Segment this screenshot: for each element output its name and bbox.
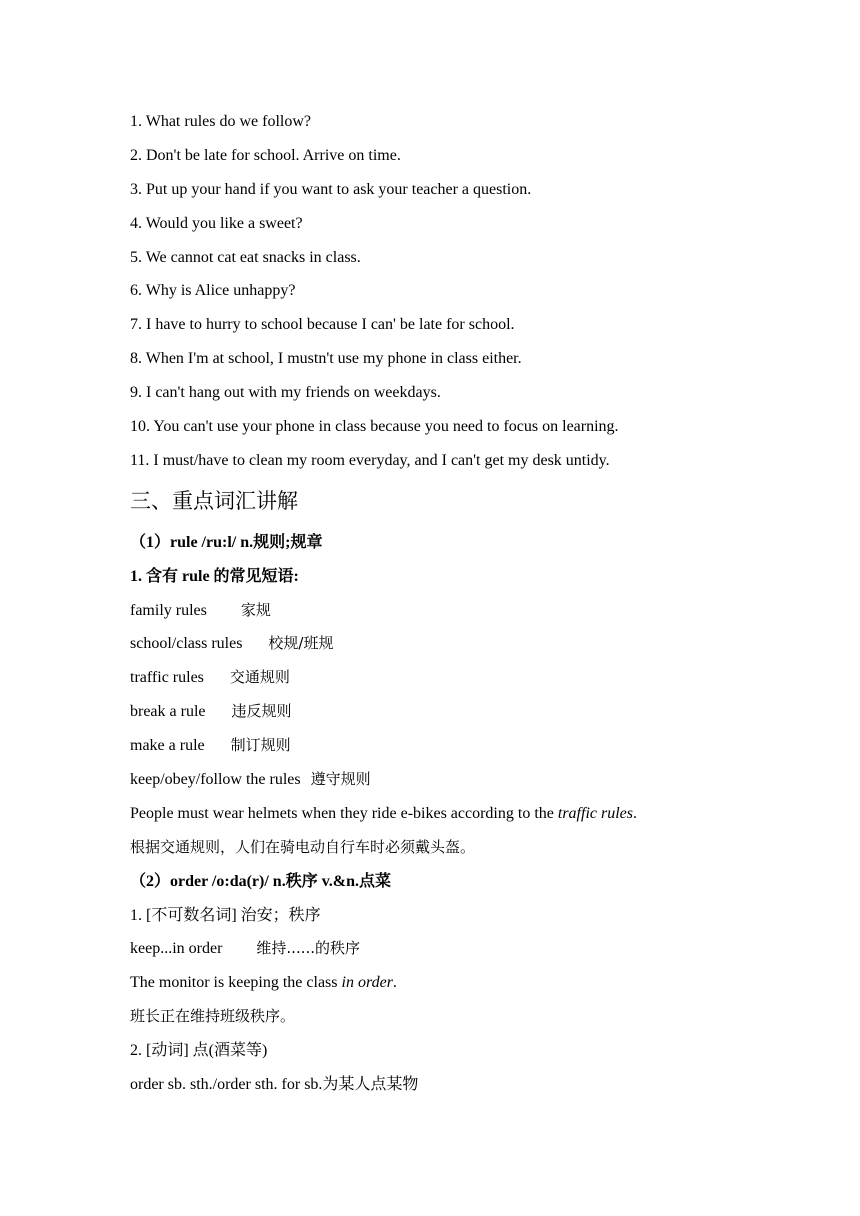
sentence-3: 3. Put up your hand if you want to ask your teacher a question. — [130, 180, 532, 198]
phrase-en: make a rule — [130, 737, 205, 755]
sentence-4: 4. Would you like a sweet? — [130, 214, 303, 232]
rule-title: （1）rule /ru:l/ n.规则;规章 — [130, 533, 323, 551]
phrase-en: keep...in order — [130, 940, 223, 958]
phrase-cn: 家规 — [240, 600, 271, 619]
rule-phrases-heading: 1. 含有 rule 的常见短语: — [130, 567, 299, 585]
sentence-5: 5. We cannot cat eat snacks in class. — [130, 248, 361, 266]
rule-example-sentence — [130, 801, 770, 835]
phrase-row — [130, 733, 770, 767]
order-sense-2: 2. [动词] 点(酒菜等) — [130, 1042, 268, 1060]
order-example-sentence — [130, 970, 770, 1004]
example-text: The monitor is keeping the class — [130, 974, 342, 992]
phrase-cn: 维持......的秩序 — [256, 939, 361, 958]
phrase-row — [130, 665, 770, 699]
order-phrase-2: order sb. sth./order sth. for sb.为某人点某物 — [130, 1076, 419, 1094]
order-sense-1: 1. [不可数名词] 治安；秩序 — [130, 906, 321, 924]
sentence-6: 6. Why is Alice unhappy? — [130, 282, 296, 300]
example-emphasis: traffic rules — [557, 804, 633, 822]
phrase-row — [130, 598, 770, 632]
order-title: （2）order /o:da(r)/ n.秩序 v.&n.点菜 — [130, 872, 392, 890]
example-text: People must wear helmets when they ride e-bikes according to the — [130, 804, 558, 822]
example-punct: . — [392, 974, 397, 992]
phrase-en: keep/obey/follow the rules — [130, 771, 301, 789]
phrase-row — [130, 699, 770, 733]
sentence-2: 2. Don't be late for school. Arrive on time. — [130, 146, 401, 164]
document-body — [130, 109, 770, 1106]
sentence-8: 8. When I'm at school, I mustn't use my phone in class either. — [130, 350, 522, 368]
phrase-cn: 交通规则 — [229, 668, 290, 687]
sentence-7: 7. I have to hurry to school because I can' be late for school. — [130, 316, 515, 334]
phrase-en: traffic rules — [130, 669, 204, 687]
phrase-en: family rules — [130, 601, 207, 619]
sentence-1: 1. What rules do we follow? — [130, 113, 311, 130]
phrase-row — [130, 936, 770, 970]
sentence-10: 10. You can't use your phone in class because you need to focus on learning. — [130, 418, 619, 436]
rule-example-translation: 根据交通规则，人们在骑电动自行车时必须戴头盔。 — [130, 837, 476, 856]
phrase-cn: 遵守规则 — [310, 770, 371, 789]
sentence-9: 9. I can't hang out with my friends on weekdays. — [130, 384, 441, 402]
example-punct: . — [632, 804, 637, 822]
example-emphasis: in order — [341, 974, 393, 992]
phrase-row — [130, 767, 770, 801]
order-example-translation: 班长正在维持班级秩序。 — [130, 1007, 296, 1026]
section-heading: 三、重点词汇讲解 — [130, 488, 298, 513]
phrase-cn: 校规/班规 — [268, 634, 334, 653]
phrase-cn: 违反规则 — [231, 702, 292, 721]
phrase-en: school/class rules — [130, 635, 243, 653]
phrase-en: break a rule — [130, 703, 206, 721]
phrase-row — [130, 631, 770, 665]
phrase-cn: 制订规则 — [230, 736, 291, 755]
sentence-11: 11. I must/have to clean my room everyday, and I can't get my desk untidy. — [130, 451, 610, 469]
